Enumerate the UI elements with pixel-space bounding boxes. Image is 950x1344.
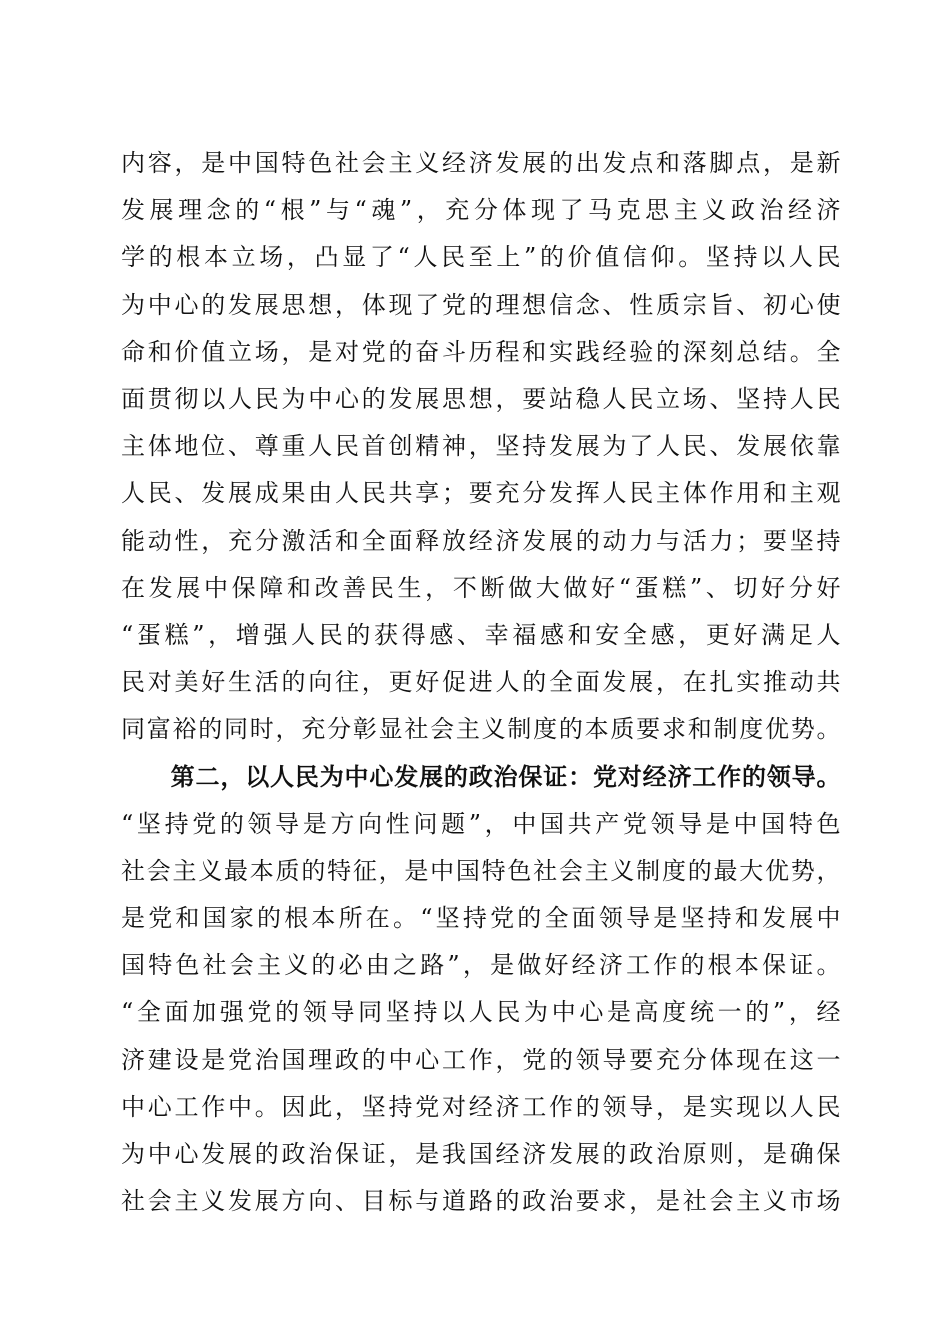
text-line: 社会主义最本质的特征，是中国特色社会主义制度的最大优势， [121,856,841,885]
text-line: 为中心的发展思想，体现了党的理想信念、性质宗旨、初心使 [121,290,841,319]
text-line: 中心工作中。因此，坚持党对经济工作的领导，是实现以人民 [121,1092,841,1121]
text-line: 为中心发展的政治保证，是我国经济发展的政治原则，是确保 [121,1139,841,1168]
paragraph-1 [121,140,841,753]
paragraph-2 [121,753,841,1225]
text-line: 在发展中保障和改善民生，不断做大做好“蛋糕”、切好分好 [121,573,841,602]
text-line: 国特色社会主义的必由之路”，是做好经济工作的根本保证。 [121,951,841,980]
text-line: 命和价值立场，是对党的奋斗历程和实践经验的深刻总结。全 [121,337,841,366]
text-line: 能动性，充分激活和全面释放经济发展的动力与活力；要坚持 [121,526,841,555]
text-line: 是党和国家的根本所在。“坚持党的全面领导是坚持和发展中 [121,904,841,932]
text-line: “坚持党的领导是方向性问题”，中国共产党领导是中国特色 [121,809,841,838]
paragraph-heading: 第二，以人民为中心发展的政治保证：党对经济工作的领导。 [121,762,841,792]
text-line: 主体地位、尊重人民首创精神，坚持发展为了人民、发展依靠 [121,432,841,461]
text-line: 内容，是中国特色社会主义经济发展的出发点和落脚点，是新 [121,149,841,177]
text-line: “全面加强党的领导同坚持以人民为中心是高度统一的”，经 [121,998,841,1027]
text-line: 济建设是党治国理政的中心工作，党的领导要充分体现在这一 [121,1045,841,1074]
text-line: 面贯彻以人民为中心的发展思想，要站稳人民立场、坚持人民 [121,384,841,413]
body-text [121,140,841,1225]
text-line: 发展理念的“根”与“魂”，充分体现了马克思主义政治经济 [121,196,841,225]
text-line: 学的根本立场，凸显了“人民至上”的价值信仰。坚持以人民 [121,243,841,272]
text-line: 人民、发展成果由人民共享；要充分发挥人民主体作用和主观 [121,479,841,508]
text-line: “蛋糕”，增强人民的获得感、幸福感和安全感，更好满足人 [121,620,841,649]
text-line: 同富裕的同时，充分彰显社会主义制度的本质要求和制度优势。 [121,715,841,744]
text-line: 社会主义发展方向、目标与道路的政治要求，是社会主义市场 [121,1187,841,1216]
text-line: 民对美好生活的向往，更好促进人的全面发展，在扎实推动共 [121,668,841,697]
